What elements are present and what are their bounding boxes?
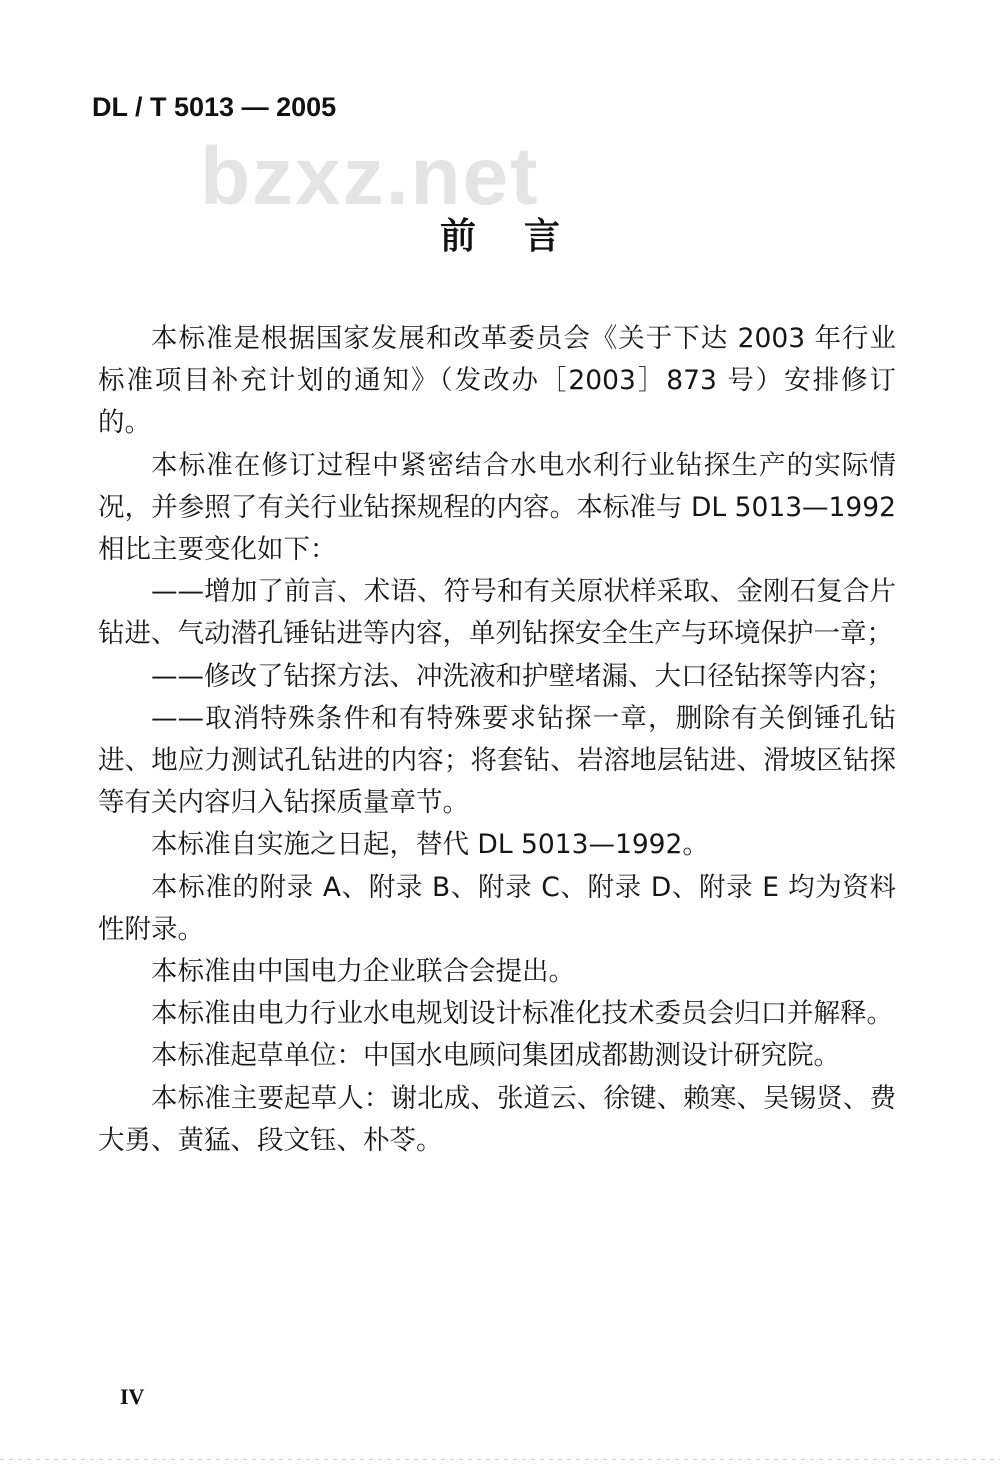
list-item-modifications: ——修改了钻探方法、冲洗液和护壁堵漏、大口径钻探等内容； (151, 660, 893, 692)
paragraph-drafters: 本标准主要起草人：谢北成、张道云、徐键、赖寒、吴锡贤、费大勇、黄猛、段文钰、朴苓。 (98, 1082, 896, 1156)
preface-body (98, 318, 896, 1162)
paragraph-replacement: 本标准自实施之日起，替代 DL 5013—1992。 (151, 829, 709, 861)
paragraph-appendices: 本标准的附录 A、附录 B、附录 C、附录 D、附录 E 均为资料性附录。 (98, 871, 896, 945)
standard-code: DL / T 5013 — 2005 (92, 92, 337, 122)
page-number: IV (120, 1384, 145, 1409)
paragraph-interpretation: 本标准由电力行业水电规划设计标准化技术委员会归口并解释。 (151, 998, 893, 1030)
page-edge-divider (0, 1459, 1000, 1460)
paragraph-basis: 本标准是根据国家发展和改革委员会《关于下达 2003 年行业标准项目补充计划的通知》（发改办［2003］873 号）安排修订的。 (98, 323, 896, 439)
paragraph-drafting-unit: 本标准起草单位：中国水电顾问集团成都勘测设计研究院。 (151, 1040, 840, 1072)
paragraph-revision-summary: 本标准在修订过程中紧密结合水电水利行业钻探生产的实际情况，并参照了有关行业钻探规程的内容。本标准与 DL 5013—1992 相比主要变化如下： (98, 449, 896, 566)
paragraph-proposer: 本标准由中国电力企业联合会提出。 (151, 956, 575, 988)
watermark: bzxz.net (200, 131, 540, 222)
preface-title-text: 前言 (439, 216, 608, 257)
list-item-additions: ——增加了前言、术语、符号和有关原状样采取、金刚石复合片钻进、气动潜孔锤钻进等内容，单列钻探安全生产与环境保护一章； (98, 576, 896, 650)
list-item-removals: ——取消特殊条件和有特殊要求钻探一章，删除有关倒锤孔钻进、地应力测试孔钻进的内容；将套钻、岩溶地层钻进、滑坡区钻探等有关内容归入钻探质量章节。 (98, 702, 896, 819)
preface-title (0, 208, 1000, 259)
